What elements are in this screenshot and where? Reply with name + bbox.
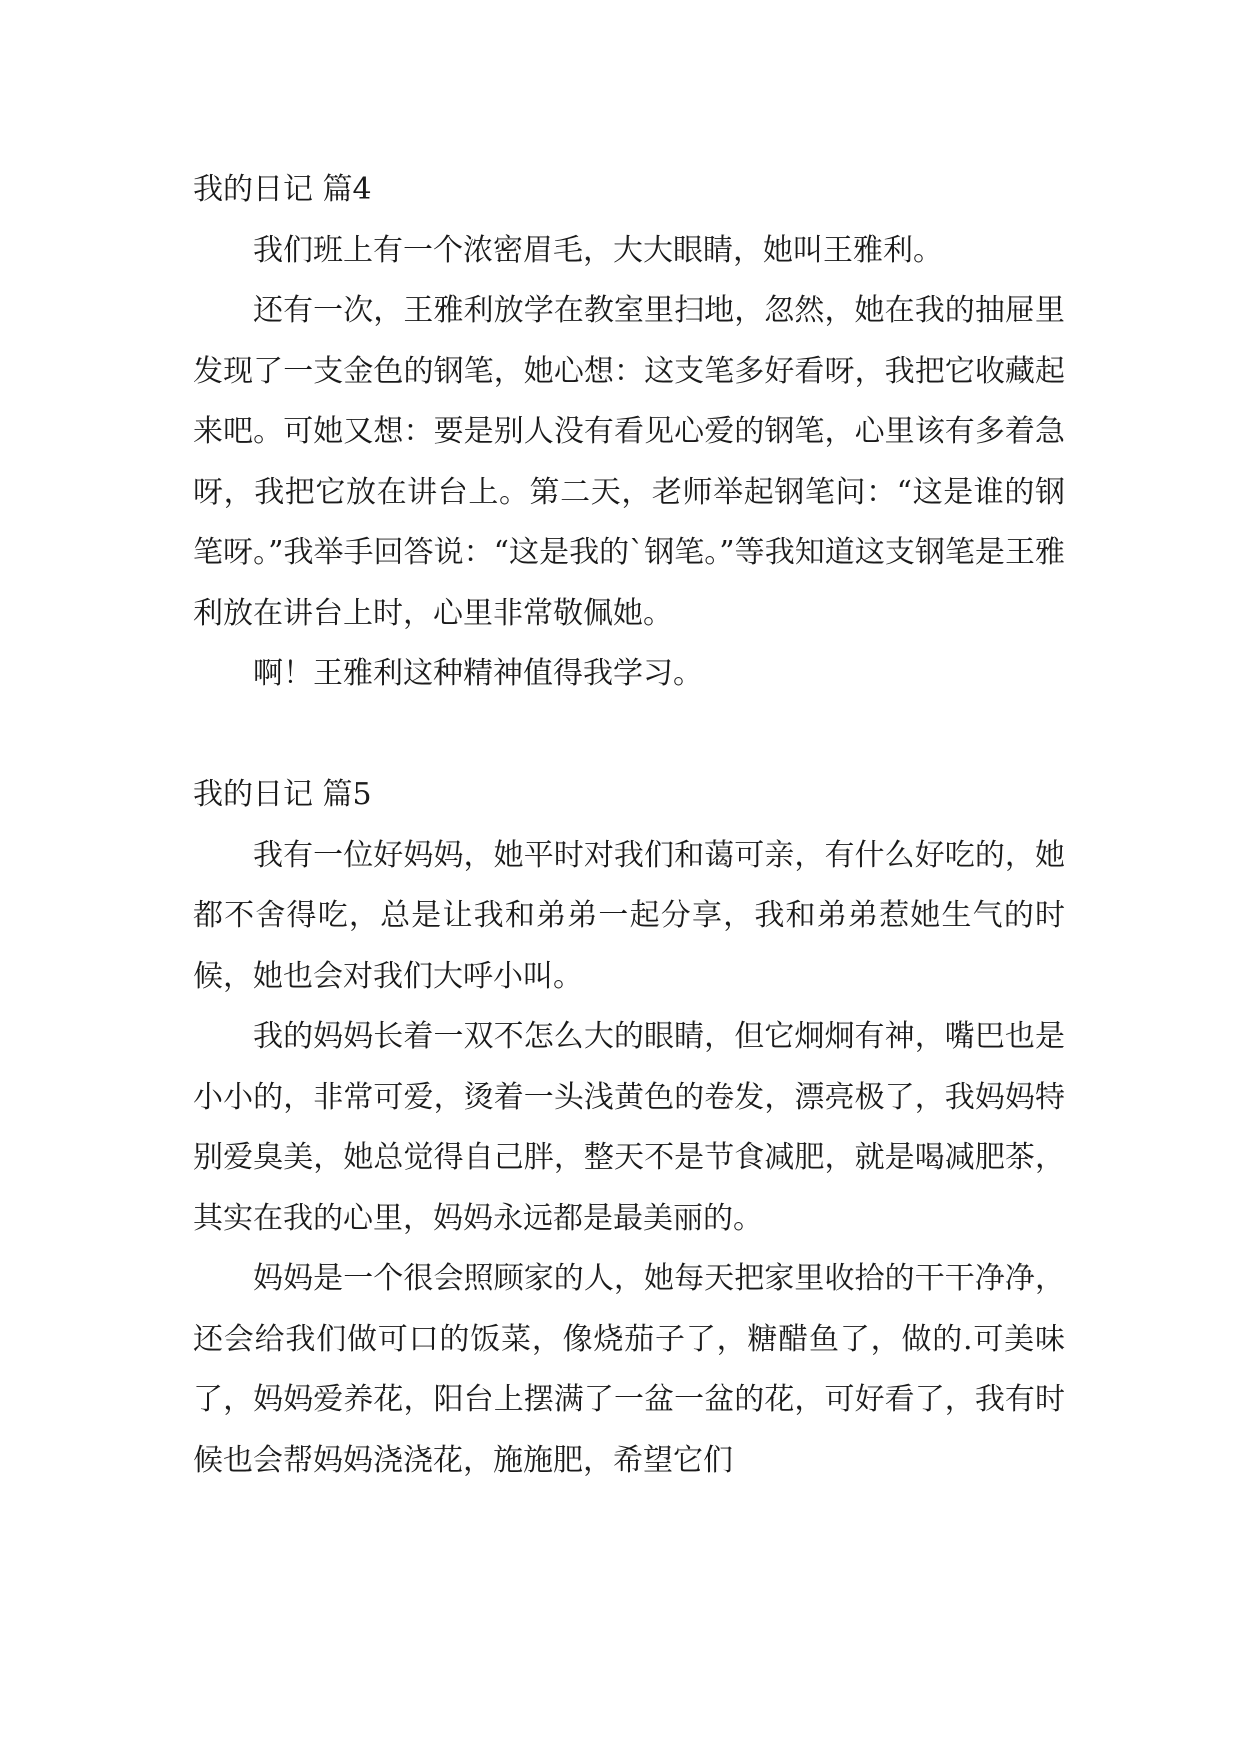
paragraph: 我的妈妈长着一双不怎么大的眼睛，但它炯炯有神，嘴巴也是小小的，非常可爱，烫着一头浅黄色的卷发，漂亮极了，我妈妈特别爱臭美，她总觉得自己胖，整天不是节食减肥，就是喝减肥茶，其实在我的心里，妈妈永远都是最美丽的。 [193,1019,1065,1236]
paragraph: 啊！王雅利这种精神值得我学习。 [253,656,703,691]
section-title: 我的日记 篇4 [193,172,372,207]
diary-section-4 [193,160,1065,705]
section-title: 我的日记 篇5 [193,777,372,812]
diary-section-5 [193,765,1065,1491]
section-spacer [193,705,1065,766]
paragraph: 还有一次，王雅利放学在教室里扫地，忽然，她在我的抽屉里发现了一支金色的钢笔，她心想：这支笔多好看呀，我把它收藏起来吧。可她又想：要是别人没有看见心爱的钢笔，心里该有多着急呀，我把它放在讲台上。第二天，老师举起钢笔问：“这是谁的钢笔呀。”我举手回答说：“这是我的`钢笔。”等我知道这支钢笔是王雅利放在讲台上时，心里非常敬佩她。 [193,293,1065,631]
paragraph: 妈妈是一个很会照顾家的人，她每天把家里收拾的干干净净，还会给我们做可口的饭菜，像烧茄子了，糖醋鱼了，做的.可美味了，妈妈爱养花，阳台上摆满了一盆一盆的花，可好看了，我有时候也会帮妈妈浇浇花，施施肥，希望它们 [193,1261,1065,1478]
paragraph: 我们班上有一个浓密眉毛，大大眼睛，她叫王雅利。 [253,232,943,268]
document-body [193,160,1065,1491]
paragraph: 我有一位好妈妈，她平时对我们和蔼可亲，有什么好吃的，她都不舍得吃，总是让我和弟弟一起分享，我和弟弟惹她生气的时候，她也会对我们大呼小叫。 [193,837,1065,994]
